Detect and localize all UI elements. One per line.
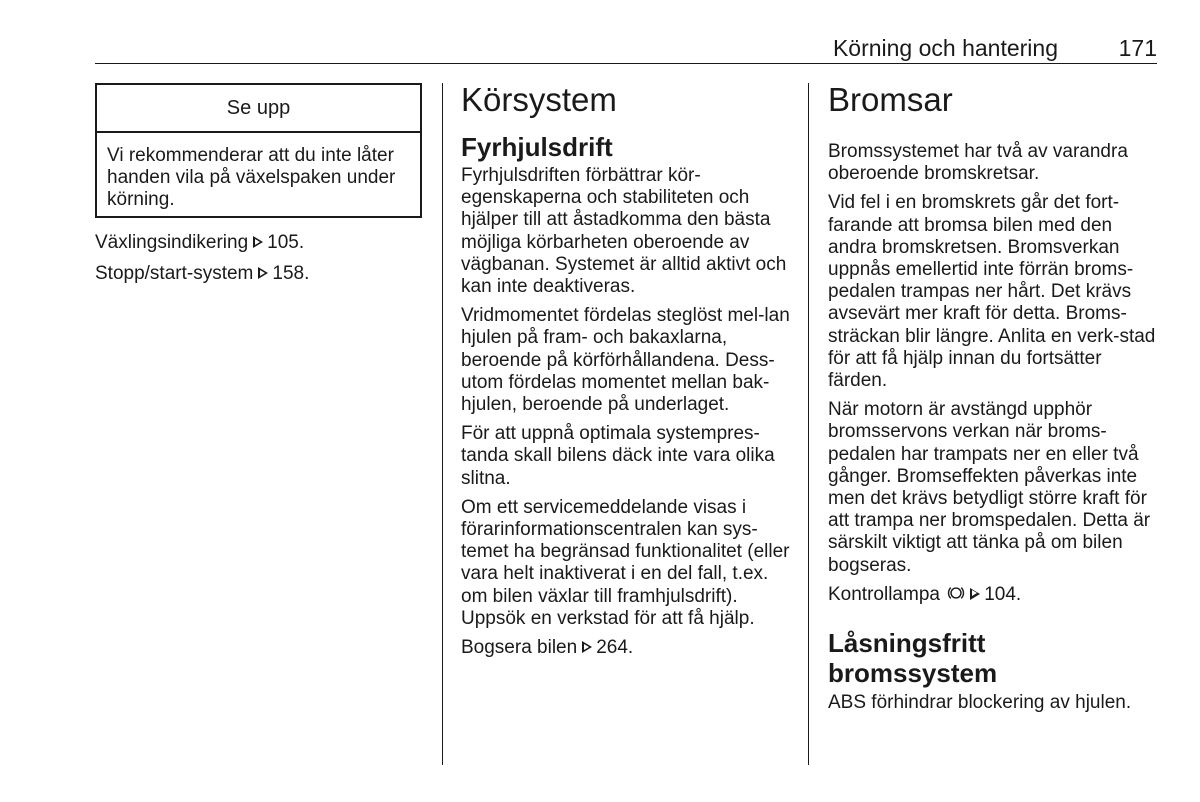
paragraph: ABS förhindrar blockering av hjulen. — [828, 692, 1132, 714]
warning-box — [95, 83, 422, 218]
paragraph: Vridmomentet fördelas steglöst mel-lan hjulen på fram- och bakaxlarna, beroende på körförhållandena. Dess-utom fördelas momentet mellan bak-hjulen, beroende på underlaget. — [461, 305, 790, 416]
subheading-abs: Låsningsfritt bromssystem — [828, 628, 998, 689]
right-column — [828, 82, 1158, 721]
reference-text: Stopp/start-system — [95, 263, 254, 285]
section-title: Körning och hantering — [832, 35, 1058, 61]
reference-stop-start[interactable] — [95, 263, 430, 285]
reference-warning-lamp[interactable] — [828, 584, 1158, 606]
reference-page: 264. — [596, 637, 634, 659]
reference-towing[interactable] — [461, 637, 796, 659]
paragraph: Vid fel i en bromskrets går det fort-farande att bromsa bilen med den andra bromskretsen. Bromsverkan uppnås emellertid inte förrän broms-pedalen trampas ner hårt. Det krävs avsevärt mer kraft för detta. Broms-sträckan blir längre. Anlita en verk-stad för att få hjälp innan du fortsätter färden. — [828, 192, 1156, 392]
paragraph: Bromssystemet har två av varandra oberoende bromskretsar. — [828, 141, 1128, 185]
page-reference-arrow-icon — [258, 267, 268, 279]
left-references — [95, 232, 430, 292]
reference-page: 158. — [272, 263, 310, 285]
reference-text: Växlingsindikering — [95, 232, 249, 253]
middle-column — [461, 82, 796, 666]
paragraph: Fyrhjulsdriften förbättrar kör-egenskaperna och stabiliteten och hjälper till att åstadkomma den bästa möjliga körbarheten oberoende av vägbanan. Systemet är alltid aktivt och kan inte deaktiveras. — [461, 165, 787, 298]
page-reference-arrow-icon — [253, 236, 263, 248]
heading-brakes: Bromsar — [828, 81, 953, 118]
column-divider-right — [808, 83, 809, 765]
reference-gear-indication[interactable] — [95, 232, 430, 254]
warning-text: Vi rekommenderar att du inte låter handen vila på växelspaken under körning. — [107, 145, 396, 210]
subheading-all-wheel-drive: Fyrhjulsdrift — [461, 132, 613, 162]
page-number: 171 — [1118, 35, 1157, 61]
page-reference-arrow-icon — [970, 588, 980, 600]
paragraph: För att uppnå optimala systempres-tanda skall bilens däck inte vara olika slitna. — [461, 423, 775, 489]
brake-warning-icon — [947, 584, 965, 602]
warning-title: Se upp — [97, 85, 420, 133]
page-reference-arrow-icon — [582, 641, 592, 653]
column-divider-left — [442, 83, 443, 765]
reference-page: 105. — [267, 232, 305, 253]
header-divider — [95, 63, 1157, 64]
paragraph: Om ett servicemeddelande visas i förarinformationscentralen kan sys-temet ha begränsad funktionalitet (eller vara helt inaktiverat i en del fall, t.ex. om bilen växlar till framhjulsdrift). Uppsök en verkstad för att få hjälp. — [461, 496, 790, 629]
reference-text: Bogsera bilen — [461, 637, 578, 659]
reference-text: Kontrollampa — [828, 583, 940, 605]
paragraph: När motorn är avstängd upphör bromsservons verkan när broms-pedalen har trampats ner en eller två gånger. Bromseffekten påverkas inte men det krävs betydligt större kraft för att trampa ner bromspedalen. Detta är särskilt viktigt att tänka på om bilen bogseras. — [828, 399, 1151, 576]
reference-page: 104. — [984, 583, 1022, 605]
heading-drive-system: Körsystem — [461, 81, 617, 118]
